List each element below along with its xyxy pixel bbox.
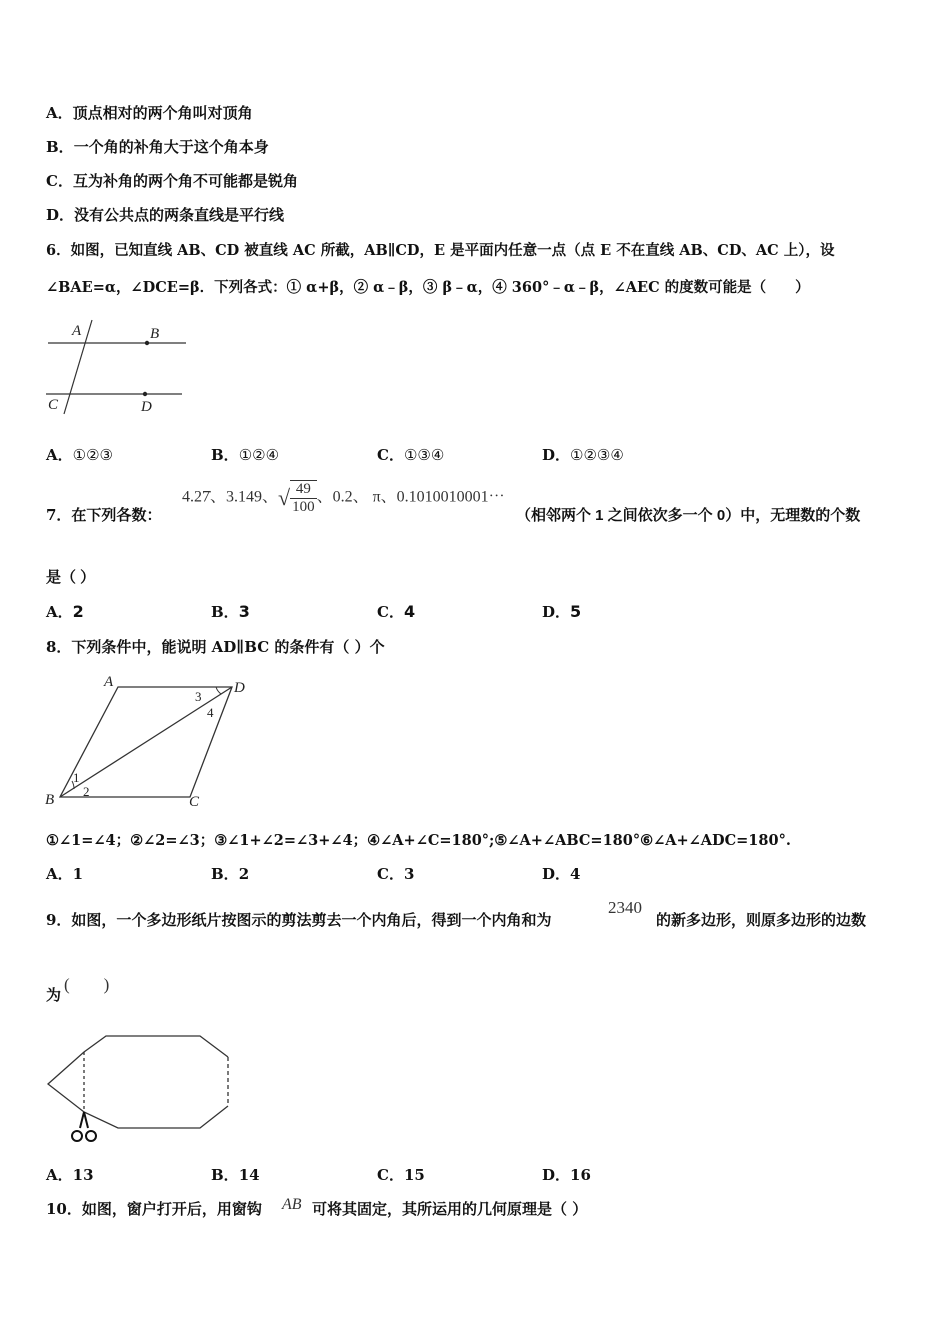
q8-stem: 8．下列条件中，能说明 AD∥BC 的条件有（ ）个 xyxy=(46,638,385,656)
q6-option-a: A．①②③ xyxy=(46,446,113,464)
q8-label-b: B xyxy=(45,792,55,808)
q8-angle-4: 4 xyxy=(207,705,214,720)
q6-label-a: A xyxy=(72,323,82,339)
q9-figure xyxy=(40,1030,240,1150)
q8-angle-3: 3 xyxy=(195,689,202,704)
q7-frac-num: 49 xyxy=(290,481,317,499)
q7-stem-line2: 是（ ） xyxy=(46,569,96,586)
q9-option-c: C．15 xyxy=(377,1166,425,1184)
q9-stem-a: 9．如图，一个多边形纸片按图示的剪法剪去一个内角后，得到一个内角和为 xyxy=(46,911,552,929)
q6-label-d: D xyxy=(141,399,152,415)
q7-number-list: 4.27̇、3.149、√ $\frac{49}{100}$ 、0.2、 π、0.1010010001⋯ xyxy=(182,481,505,515)
q5-option-d: D．没有公共点的两条直线是平行线 xyxy=(46,206,285,224)
q8-angle-1: 1 xyxy=(73,770,80,785)
q8-label-a: A xyxy=(104,674,114,690)
q7-suffix: （相邻两个 1 之间依次多一个 0）中，无理数的个数 xyxy=(516,507,861,524)
q9-option-d: D．16 xyxy=(542,1166,591,1184)
q6-stem-line1: 6．如图，已知直线 AB、CD 被直线 AC 所截，AB∥CD，E 是平面内任意一点（点 E 不在直线 AB、CD、AC 上），设 xyxy=(46,242,835,259)
q6-figure xyxy=(44,318,190,418)
q8-option-a: A．1 xyxy=(46,865,84,883)
q8-label-d: D xyxy=(234,680,245,696)
q9-option-a: A．13 xyxy=(46,1166,94,1184)
q10-stem-a: 10．如图，窗户打开后，用窗钩 xyxy=(46,1200,262,1218)
q9-option-b: B．14 xyxy=(211,1166,260,1184)
q6-option-c: C．①③④ xyxy=(377,446,445,464)
q9-stem-b: 的新多边形，则原多边形的边数 xyxy=(656,911,867,929)
q7-option-d: D．5 xyxy=(542,602,582,621)
q8-label-c: C xyxy=(189,794,200,810)
q8-conditions: ①∠1=∠4；②∠2=∠3；③∠1+∠2=∠3+∠4；④∠A+∠C=180°;⑤∠A+∠ABC=180°⑥∠A+∠ADC=180°. xyxy=(46,832,791,849)
q8-option-d: D．4 xyxy=(542,865,581,883)
q7-prefix: 7．在下列各数： xyxy=(46,506,162,524)
q9-stem-line2: 为 xyxy=(46,986,62,1004)
q5-option-a: A．顶点相对的两个角叫对顶角 xyxy=(46,104,253,122)
q8-option-b: B．2 xyxy=(211,865,250,883)
q9-paren: ( ) xyxy=(64,975,110,994)
q6-label-b: B xyxy=(150,326,160,342)
q6-option-b: B．①②④ xyxy=(211,446,280,464)
q6-label-c: C xyxy=(48,397,59,413)
q7-option-c: C．4 xyxy=(377,602,416,621)
q7-option-b: B．3 xyxy=(211,602,250,621)
q10-stem-b: 可将其固定，其所运用的几何原理是（ ） xyxy=(312,1200,588,1218)
q6-option-d: D．①②③④ xyxy=(542,446,624,464)
q5-option-b: B．一个角的补角大于这个角本身 xyxy=(46,138,269,156)
q10-math-ab: AB xyxy=(282,1196,302,1213)
q8-angle-2: 2 xyxy=(83,784,90,799)
q7-option-a: A．2 xyxy=(46,602,84,621)
q8-figure xyxy=(40,672,260,812)
q8-option-c: C．3 xyxy=(377,865,415,883)
q5-option-c: C．互为补角的两个角不可能都是锐角 xyxy=(46,172,298,190)
q9-math-value: 2340 xyxy=(608,898,642,917)
q6-stem-line2: ∠BAE=α，∠DCE=β．下列各式：① α+β，② α﹣β，③ β﹣α，④ 360°﹣α﹣β，∠AEC 的度数可能是（ ） xyxy=(46,279,810,296)
scissors-icon xyxy=(72,1131,82,1141)
q7-frac-den: 100 xyxy=(292,499,315,515)
